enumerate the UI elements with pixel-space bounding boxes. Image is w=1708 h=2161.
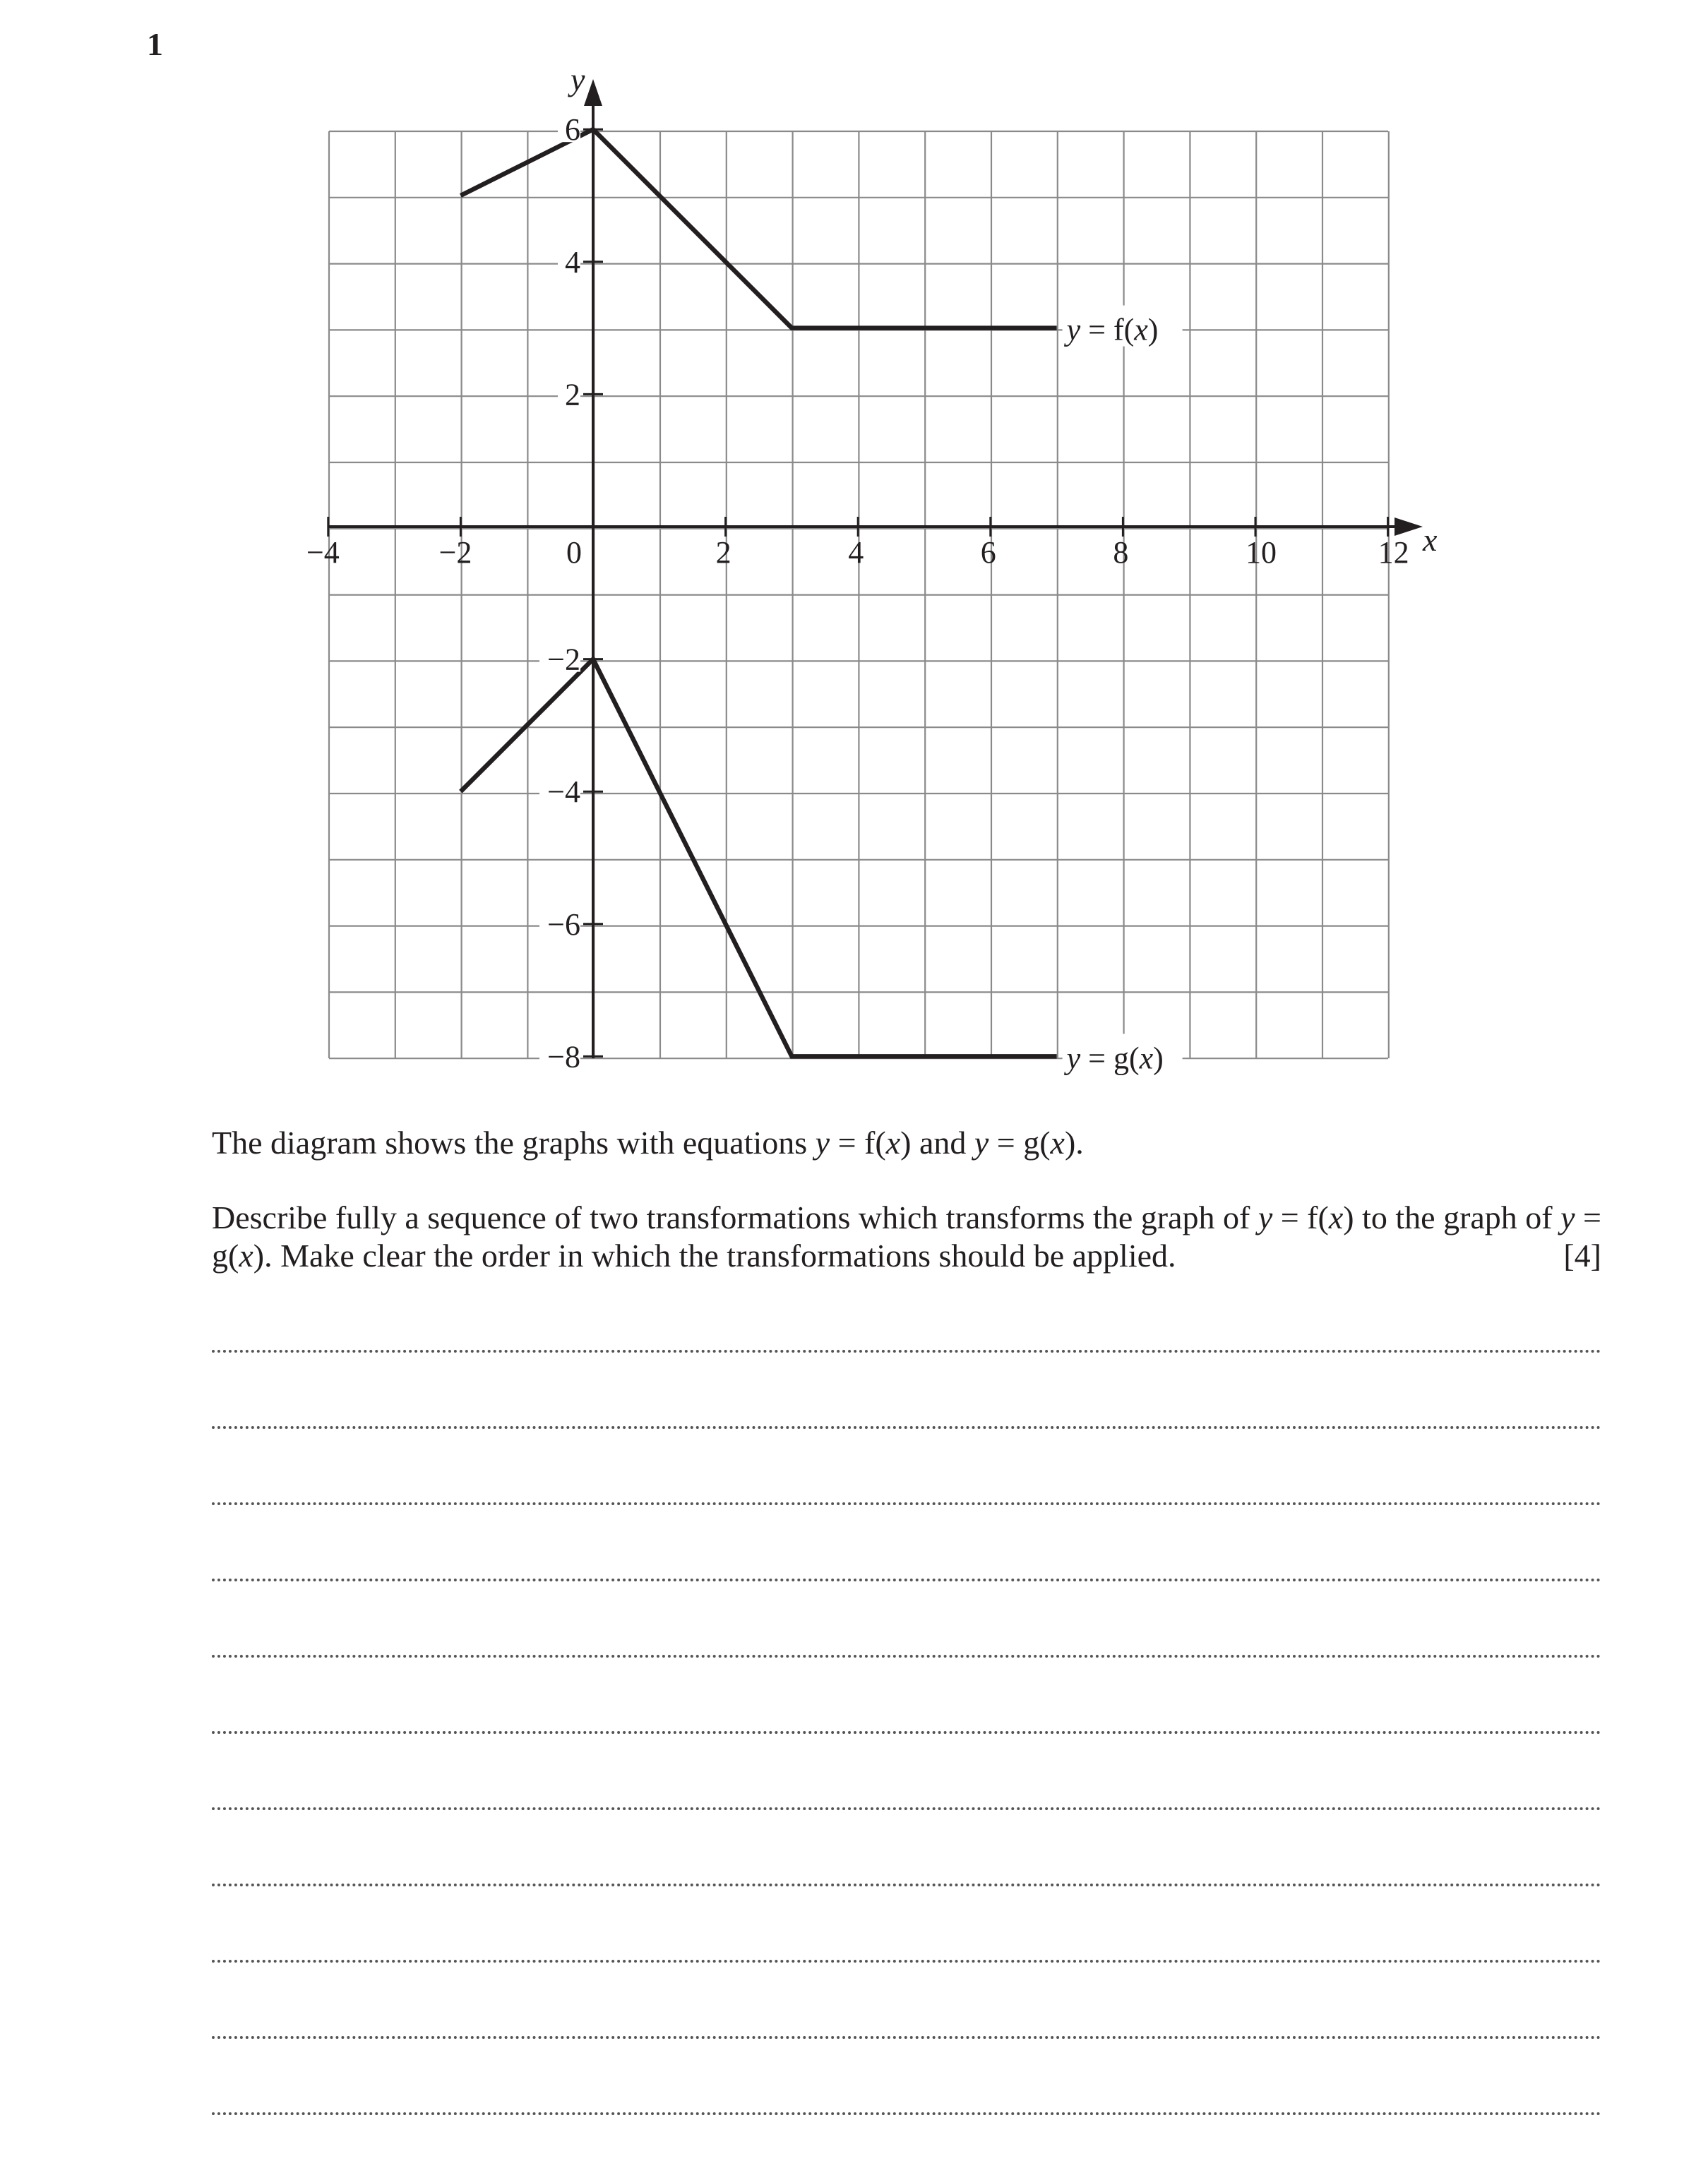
answer-line[interactable] — [212, 1502, 1601, 1505]
y-tick-label: 6 — [565, 112, 580, 148]
task-mid: to the graph of — [1354, 1199, 1561, 1235]
curve-g — [460, 659, 1056, 1057]
task-text — [212, 1199, 1601, 1275]
x-tick-label: −2 — [438, 535, 472, 570]
label-x: x — [1134, 312, 1148, 347]
curve-labels — [1063, 306, 1183, 1076]
tick-labels — [306, 112, 1409, 1074]
task-equation-g: y = g(x) — [212, 1199, 1601, 1274]
answer-line[interactable] — [212, 1655, 1601, 1658]
x-tick-label: 10 — [1246, 535, 1277, 570]
equation-g: y = g(x) — [974, 1125, 1076, 1161]
label-y: y — [1066, 312, 1081, 347]
task-after: . Make clear the order in which the transformations should be applied. — [264, 1238, 1176, 1274]
answer-line[interactable] — [212, 1426, 1601, 1429]
task-before: Describe fully a sequence of two transformations which transforms the graph of — [212, 1199, 1258, 1235]
equation-f: y = f(x) — [815, 1125, 912, 1161]
y-tick-label: −6 — [547, 906, 580, 942]
grid — [329, 131, 1389, 1058]
y-tick-label: −8 — [547, 1039, 580, 1074]
x-tick-label: −4 — [306, 535, 340, 570]
x-axis-arrow — [1395, 517, 1423, 536]
answer-line[interactable] — [212, 1884, 1601, 1886]
curve-label-g — [1064, 1041, 1164, 1075]
x-tick-label: 8 — [1113, 535, 1129, 570]
label-close: ) — [1153, 1041, 1164, 1076]
y-axis-name: y — [571, 61, 585, 97]
label-eq: = g( — [1080, 1041, 1140, 1076]
intro-and: and — [911, 1125, 974, 1161]
answer-line[interactable] — [212, 1807, 1601, 1810]
intro-before: The diagram shows the graphs with equations — [212, 1125, 816, 1161]
answer-line[interactable] — [212, 1731, 1601, 1734]
curve-f — [460, 129, 1056, 328]
x-tick-label: 6 — [980, 535, 996, 570]
x-axis-name: x — [1423, 522, 1438, 558]
marks-allocation: [4] — [1563, 1238, 1601, 1274]
y-tick-label: −2 — [547, 642, 580, 677]
label-y: y — [1066, 1041, 1081, 1076]
label-x: x — [1139, 1041, 1154, 1076]
curve-label-f — [1064, 313, 1159, 347]
x-tick-label: 0 — [566, 535, 582, 570]
y-tick-label: 4 — [565, 244, 580, 280]
y-tick-label: 2 — [565, 377, 580, 412]
answer-line[interactable] — [212, 1960, 1601, 1963]
intro-text — [212, 1124, 1601, 1162]
x-tick-label: 12 — [1378, 535, 1409, 570]
x-tick-label: 2 — [715, 535, 731, 570]
y-tick-label: −4 — [547, 774, 580, 810]
intro-after: . — [1075, 1125, 1084, 1161]
y-axis-arrow — [584, 79, 602, 106]
task-equation-f: y = f(x) — [1258, 1199, 1354, 1235]
answer-line[interactable] — [212, 1350, 1601, 1353]
label-close: ) — [1147, 312, 1159, 347]
answer-line[interactable] — [212, 2036, 1601, 2039]
question-number: 1 — [147, 26, 163, 62]
label-eq: = f( — [1080, 312, 1135, 347]
x-tick-label: 4 — [848, 535, 864, 570]
answer-line[interactable] — [212, 1579, 1601, 1581]
answer-line[interactable] — [212, 2112, 1601, 2115]
ticks — [328, 129, 1388, 1056]
